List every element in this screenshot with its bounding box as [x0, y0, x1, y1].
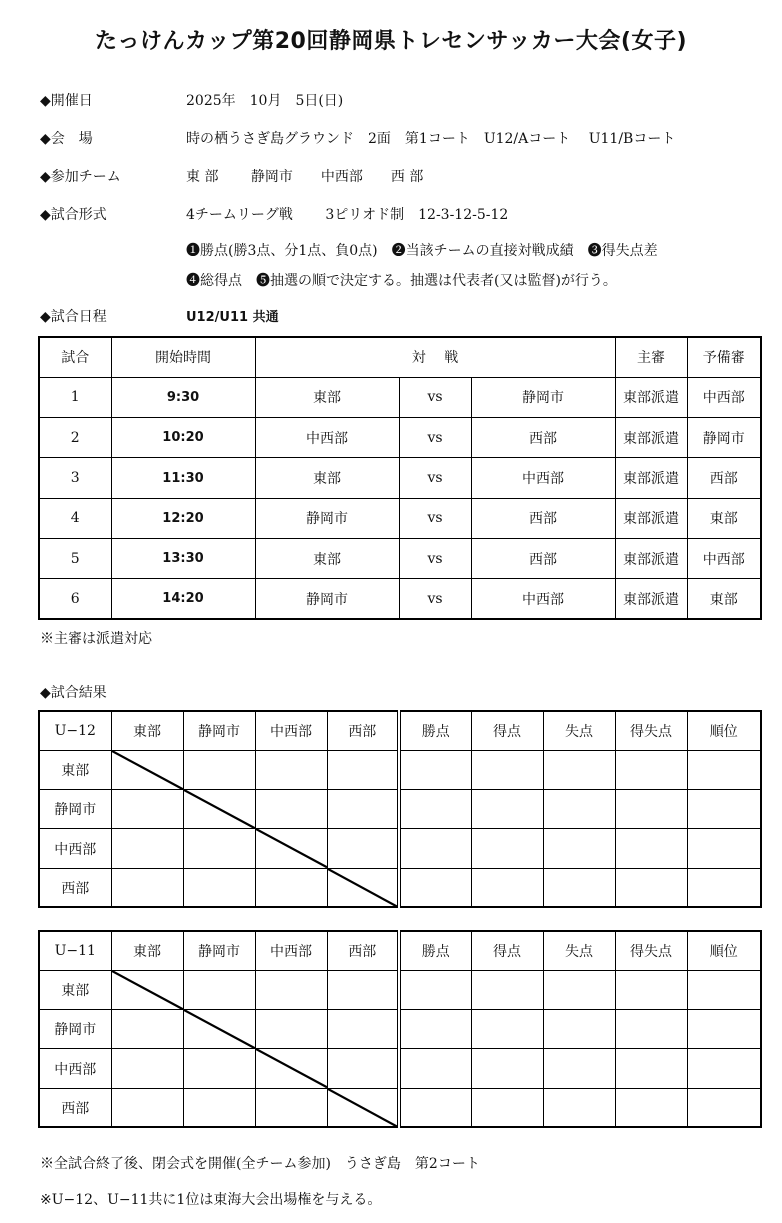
stat-cell	[687, 750, 761, 789]
team-label: 静岡市	[39, 1010, 111, 1049]
opponent-header: 静岡市	[183, 931, 255, 970]
schedule-table	[38, 336, 762, 620]
result-cell	[327, 1010, 399, 1049]
page-title: たっけんカップ第20回静岡県トレセンサッカー大会(女子)	[94, 29, 688, 54]
schedule-row	[39, 579, 761, 619]
stat-cell	[471, 1049, 543, 1088]
info-teams-value: 東 部 静岡市 中西部 西 部	[186, 169, 424, 185]
vs-label: vs	[399, 579, 471, 619]
referee: 東部派遣	[615, 538, 687, 578]
stat-cell	[471, 790, 543, 829]
result-cell	[327, 1049, 399, 1088]
home-team: 静岡市	[255, 579, 399, 619]
stat-cell	[687, 1010, 761, 1049]
stat-cell	[615, 829, 687, 868]
stat-header: 勝点	[399, 711, 471, 750]
referee: 東部派遣	[615, 579, 687, 619]
stat-cell	[615, 790, 687, 829]
reserve-referee: 東部	[687, 498, 761, 538]
results-heading: ◆試合結果	[40, 685, 107, 701]
reserve-referee: 中西部	[687, 538, 761, 578]
info-date-label: ◆開催日	[40, 93, 93, 109]
start-time: 12:20	[111, 498, 255, 538]
stat-cell	[543, 1010, 615, 1049]
match-number: 6	[39, 579, 111, 619]
stat-cell	[399, 790, 471, 829]
home-team: 静岡市	[255, 498, 399, 538]
start-time: 9:30	[111, 377, 255, 417]
stat-cell	[543, 970, 615, 1009]
results-row	[39, 868, 761, 907]
stat-cell	[399, 750, 471, 789]
result-cell	[327, 750, 399, 789]
header-vs: 対 戦	[255, 337, 615, 377]
stat-cell	[543, 829, 615, 868]
stat-cell	[615, 868, 687, 907]
home-team: 東部	[255, 538, 399, 578]
away-team: 西部	[471, 498, 615, 538]
team-label: 中西部	[39, 829, 111, 868]
diagonal-cell	[111, 970, 183, 1009]
stat-cell	[471, 970, 543, 1009]
opponent-header: 中西部	[255, 931, 327, 970]
start-time: 11:30	[111, 458, 255, 498]
stat-header: 失点	[543, 711, 615, 750]
stat-header: 得点	[471, 931, 543, 970]
team-label: 西部	[39, 868, 111, 907]
result-cell	[183, 1088, 255, 1127]
stat-cell	[687, 790, 761, 829]
stat-cell	[399, 829, 471, 868]
info-format	[40, 204, 508, 224]
reserve-referee: 東部	[687, 579, 761, 619]
division-label: U−12	[39, 711, 111, 750]
stat-cell	[615, 1010, 687, 1049]
result-cell	[255, 868, 327, 907]
stat-header: 得点	[471, 711, 543, 750]
match-number: 5	[39, 538, 111, 578]
result-cell	[255, 1088, 327, 1127]
match-number: 4	[39, 498, 111, 538]
info-date	[40, 90, 343, 110]
opponent-header: 東部	[111, 931, 183, 970]
schedule-row	[39, 458, 761, 498]
vs-label: vs	[399, 418, 471, 458]
start-time: 10:20	[111, 418, 255, 458]
closing-note: ※全試合終了後、閉会式を開催(全チーム参加) うさぎ島 第2コート	[40, 1156, 480, 1172]
opponent-header: 西部	[327, 711, 399, 750]
result-cell	[111, 829, 183, 868]
team-label: 東部	[39, 970, 111, 1009]
stat-header: 得失点	[615, 711, 687, 750]
info-date-value: 2025年 10月 5日(日)	[186, 93, 344, 109]
info-format-value: 4チームリーグ戦 3ピリオド制 12-3-12-5-12	[186, 207, 509, 223]
referee: 東部派遣	[615, 498, 687, 538]
stat-header: 順位	[687, 931, 761, 970]
stat-cell	[687, 1088, 761, 1127]
result-cell	[111, 1088, 183, 1127]
home-team: 東部	[255, 377, 399, 417]
results-row	[39, 829, 761, 868]
result-cell	[327, 829, 399, 868]
team-label: 中西部	[39, 1049, 111, 1088]
result-cell	[183, 750, 255, 789]
diagonal-line	[328, 1089, 398, 1127]
schedule-label: ◆試合日程	[40, 309, 107, 325]
vs-label: vs	[399, 458, 471, 498]
diagonal-line	[328, 869, 398, 907]
stat-cell	[543, 1049, 615, 1088]
schedule-row	[39, 498, 761, 538]
referee: 東部派遣	[615, 418, 687, 458]
stat-cell	[471, 1010, 543, 1049]
team-label: 静岡市	[39, 790, 111, 829]
info-venue-label: ◆会 場	[40, 131, 93, 147]
diagonal-line	[256, 829, 327, 867]
results-row	[39, 1088, 761, 1127]
schedule-row	[39, 538, 761, 578]
schedule-row	[39, 377, 761, 417]
info-teams-label: ◆参加チーム	[40, 169, 121, 185]
reserve-referee: 中西部	[687, 377, 761, 417]
start-time: 13:30	[111, 538, 255, 578]
rule-line-1: ❶勝点(勝3点、分1点、負0点) ❷当該チームの直接対戦成績 ❸得失点差	[186, 243, 658, 259]
results-row	[39, 1010, 761, 1049]
results-table-u12	[38, 710, 762, 908]
stat-cell	[399, 1049, 471, 1088]
diagonal-line	[112, 971, 183, 1009]
stat-header: 得失点	[615, 931, 687, 970]
home-team: 中西部	[255, 418, 399, 458]
header-reserve: 予備審	[687, 337, 761, 377]
result-cell	[255, 790, 327, 829]
match-number: 1	[39, 377, 111, 417]
header-match: 試合	[39, 337, 111, 377]
stat-cell	[687, 1049, 761, 1088]
away-team: 中西部	[471, 579, 615, 619]
stat-cell	[615, 970, 687, 1009]
stat-header: 勝点	[399, 931, 471, 970]
referee: 東部派遣	[615, 458, 687, 498]
opponent-header: 静岡市	[183, 711, 255, 750]
stat-cell	[615, 750, 687, 789]
stat-header: 失点	[543, 931, 615, 970]
schedule-heading	[40, 306, 279, 326]
match-number: 2	[39, 418, 111, 458]
stat-cell	[399, 1010, 471, 1049]
result-cell	[183, 829, 255, 868]
result-cell	[183, 970, 255, 1009]
result-cell	[255, 1010, 327, 1049]
stat-cell	[543, 750, 615, 789]
diagonal-line	[112, 751, 183, 789]
home-team: 東部	[255, 458, 399, 498]
match-number: 3	[39, 458, 111, 498]
diagonal-cell	[183, 1010, 255, 1049]
info-venue-value: 時の栖うさぎ島グラウンド 2面 第1コート U12/Aコート U11/Bコート	[186, 131, 676, 147]
results-row	[39, 790, 761, 829]
tokai-note: ※U−12、U−11共に1位は東海大会出場権を与える。	[40, 1192, 382, 1208]
result-cell	[111, 1049, 183, 1088]
stat-cell	[687, 829, 761, 868]
results-header-row	[39, 931, 761, 970]
stat-cell	[615, 1088, 687, 1127]
away-team: 西部	[471, 538, 615, 578]
stat-cell	[471, 868, 543, 907]
rule-line-2: ❹総得点 ❺抽選の順で決定する。抽選は代表者(又は監督)が行う。	[186, 273, 617, 289]
stat-header: 順位	[687, 711, 761, 750]
schedule-common: U12/U11 共通	[186, 310, 279, 325]
away-team: 西部	[471, 418, 615, 458]
diagonal-line	[256, 1049, 327, 1087]
start-time: 14:20	[111, 579, 255, 619]
result-cell	[255, 750, 327, 789]
results-row	[39, 1049, 761, 1088]
away-team: 静岡市	[471, 377, 615, 417]
info-format-label: ◆試合形式	[40, 207, 107, 223]
results-row	[39, 970, 761, 1009]
reserve-referee: 西部	[687, 458, 761, 498]
opponent-header: 中西部	[255, 711, 327, 750]
vs-label: vs	[399, 538, 471, 578]
referee-note: ※主審は派遣対応	[40, 631, 152, 647]
results-row	[39, 750, 761, 789]
header-time: 開始時間	[111, 337, 255, 377]
result-cell	[111, 1010, 183, 1049]
result-cell	[111, 790, 183, 829]
results-header-row	[39, 711, 761, 750]
stat-cell	[615, 1049, 687, 1088]
vs-label: vs	[399, 498, 471, 538]
diagonal-cell	[111, 750, 183, 789]
stat-cell	[471, 1088, 543, 1127]
schedule-row	[39, 418, 761, 458]
result-cell	[111, 868, 183, 907]
stat-cell	[399, 1088, 471, 1127]
schedule-header-row	[39, 337, 761, 377]
away-team: 中西部	[471, 458, 615, 498]
opponent-header: 西部	[327, 931, 399, 970]
result-cell	[255, 970, 327, 1009]
stat-cell	[543, 1088, 615, 1127]
diagonal-cell	[327, 1088, 399, 1127]
stat-cell	[687, 868, 761, 907]
referee: 東部派遣	[615, 377, 687, 417]
stat-cell	[399, 868, 471, 907]
stat-cell	[471, 750, 543, 789]
result-cell	[183, 868, 255, 907]
diagonal-line	[184, 1010, 255, 1048]
diagonal-line	[184, 790, 255, 828]
result-cell	[183, 1049, 255, 1088]
result-cell	[327, 970, 399, 1009]
info-venue	[40, 128, 675, 148]
stat-cell	[687, 970, 761, 1009]
vs-label: vs	[399, 377, 471, 417]
stat-cell	[399, 970, 471, 1009]
info-teams	[40, 166, 423, 186]
team-label: 西部	[39, 1088, 111, 1127]
stat-cell	[543, 868, 615, 907]
diagonal-cell	[327, 868, 399, 907]
results-table-u11	[38, 930, 762, 1128]
reserve-referee: 静岡市	[687, 418, 761, 458]
diagonal-cell	[255, 1049, 327, 1088]
opponent-header: 東部	[111, 711, 183, 750]
division-label: U−11	[39, 931, 111, 970]
result-cell	[327, 790, 399, 829]
diagonal-cell	[255, 829, 327, 868]
team-label: 東部	[39, 750, 111, 789]
diagonal-cell	[183, 790, 255, 829]
stat-cell	[471, 829, 543, 868]
stat-cell	[543, 790, 615, 829]
header-referee: 主審	[615, 337, 687, 377]
